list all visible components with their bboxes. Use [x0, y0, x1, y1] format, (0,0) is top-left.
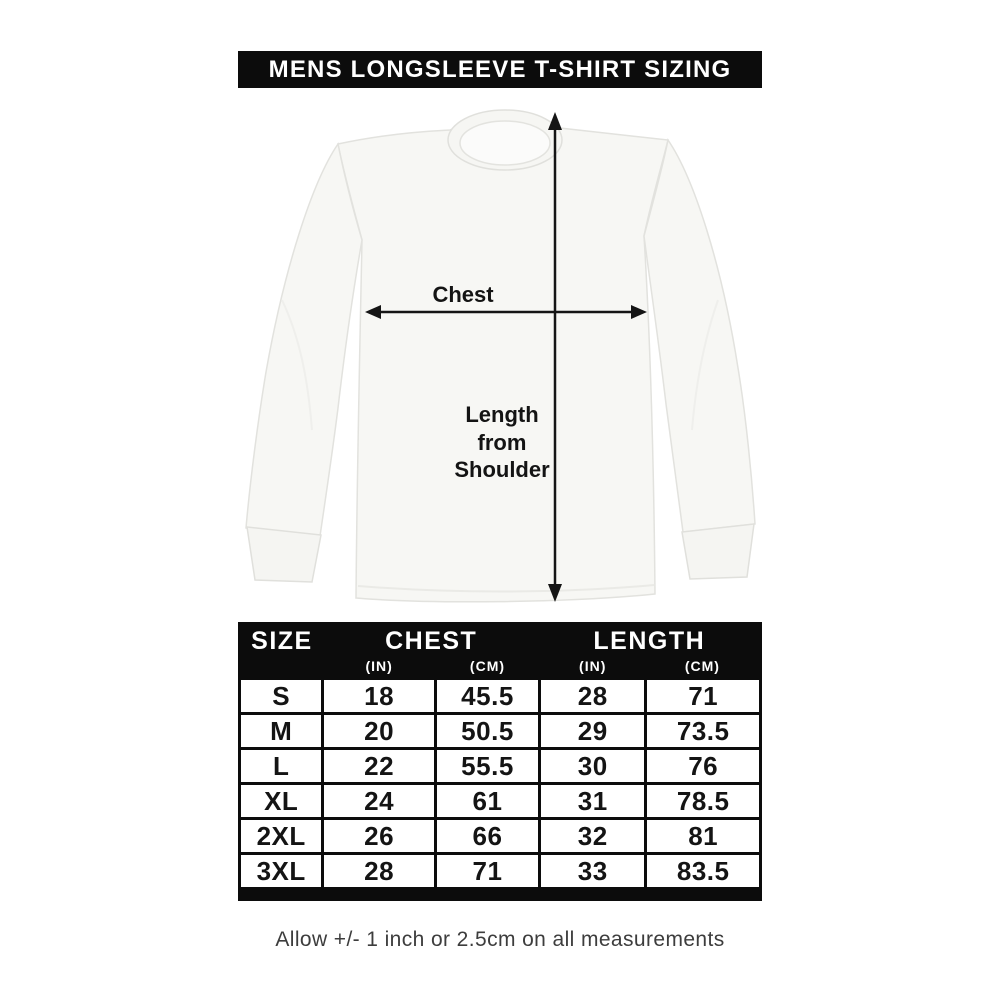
col-header-length: LENGTH [540, 624, 761, 656]
cell-length-cm: 78.5 [646, 784, 761, 819]
table-row [240, 819, 761, 854]
col-header-chest: CHEST [323, 624, 540, 656]
cell-chest-in: 24 [323, 784, 436, 819]
col-header-size-spacer [240, 656, 323, 679]
cell-size: 2XL [240, 819, 323, 854]
size-table-section [238, 622, 762, 901]
table-row [240, 854, 761, 889]
length-label-line2: from [477, 430, 527, 455]
unit-chest-in: (IN) [323, 656, 436, 679]
title-bar [238, 51, 762, 88]
cell-chest-cm: 61 [435, 784, 539, 819]
cell-length-in: 30 [540, 749, 646, 784]
cell-chest-in: 26 [323, 819, 436, 854]
unit-length-cm: (CM) [646, 656, 761, 679]
cell-chest-cm: 66 [435, 819, 539, 854]
shirt-body [338, 119, 668, 602]
shirt-measurement-diagram [238, 90, 762, 622]
cell-length-in: 29 [540, 714, 646, 749]
cell-length-in: 32 [540, 819, 646, 854]
shirt-left-sleeve [246, 144, 362, 536]
table-row [240, 714, 761, 749]
cell-chest-cm: 71 [435, 854, 539, 889]
chest-label: Chest [432, 282, 494, 307]
unit-chest-cm: (CM) [435, 656, 539, 679]
cell-chest-in: 18 [323, 679, 436, 714]
cell-chest-cm: 50.5 [435, 714, 539, 749]
cell-chest-in: 20 [323, 714, 436, 749]
cell-chest-cm: 55.5 [435, 749, 539, 784]
table-row [240, 784, 761, 819]
cell-size: L [240, 749, 323, 784]
cell-length-cm: 71 [646, 679, 761, 714]
cell-chest-cm: 45.5 [435, 679, 539, 714]
cell-length-in: 33 [540, 854, 646, 889]
cell-length-cm: 83.5 [646, 854, 761, 889]
table-bottom-bar [238, 890, 762, 901]
length-label-line3: Shoulder [454, 457, 550, 482]
shirt-collar-inner [460, 121, 550, 165]
cell-size: XL [240, 784, 323, 819]
cell-length-in: 31 [540, 784, 646, 819]
cell-size: 3XL [240, 854, 323, 889]
cell-length-cm: 73.5 [646, 714, 761, 749]
shirt-right-cuff [682, 524, 754, 579]
col-header-size: SIZE [240, 624, 323, 656]
cell-length-cm: 76 [646, 749, 761, 784]
cell-chest-in: 28 [323, 854, 436, 889]
size-table [238, 622, 762, 890]
table-row [240, 749, 761, 784]
cell-size: S [240, 679, 323, 714]
shirt-right-sleeve [644, 140, 755, 532]
page-title: MENS LONGSLEEVE T-SHIRT SIZING [268, 55, 732, 83]
cell-length-in: 28 [540, 679, 646, 714]
tolerance-note: Allow +/- 1 inch or 2.5cm on all measurements [275, 928, 725, 951]
cell-size: M [240, 714, 323, 749]
unit-length-in: (IN) [540, 656, 646, 679]
length-label-line1: Length [465, 402, 539, 427]
table-row [240, 679, 761, 714]
cell-chest-in: 22 [323, 749, 436, 784]
cell-length-cm: 81 [646, 819, 761, 854]
size-table-header [240, 624, 761, 679]
shirt-left-cuff [247, 527, 321, 582]
